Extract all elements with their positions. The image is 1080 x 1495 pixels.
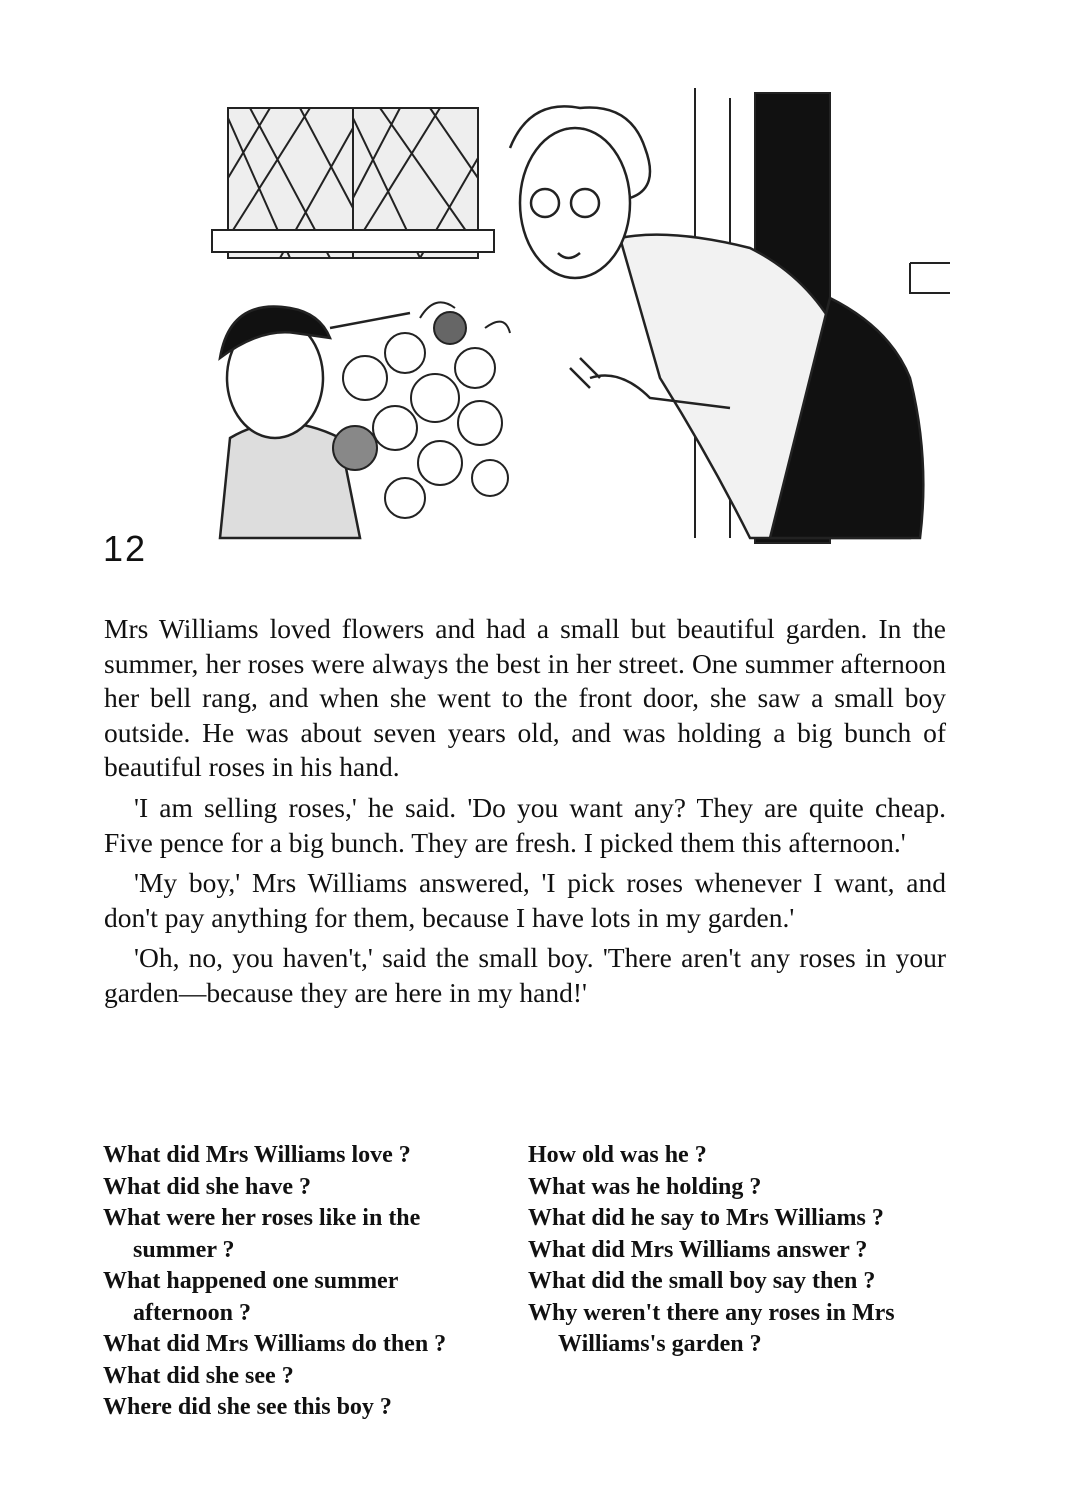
question-item: What did she see ? <box>103 1362 294 1389</box>
question-item: How old was he ? <box>528 1142 707 1168</box>
question-item: What did the small boy say then ? <box>528 1268 876 1294</box>
question-item: What did Mrs Williams do then ? <box>103 1331 447 1357</box>
questions-left-column <box>103 1140 503 1424</box>
question-item: What were her roses like in the summer ? <box>103 1205 421 1263</box>
question-item: Where did she see this boy ? <box>103 1394 392 1420</box>
story-text <box>104 612 946 1017</box>
illustration-boy-selling-roses <box>190 78 970 548</box>
question-item: What did she have ? <box>103 1173 312 1200</box>
window-drawing <box>212 108 494 258</box>
story-paragraph-2: 'I am selling roses,' he said. 'Do you want any? They are quite cheap. Five pence for a big bunch. They are fresh. I picked them this afternoon.' <box>104 791 946 858</box>
woman-drawing <box>510 106 923 538</box>
roses-bunch-drawing <box>333 302 510 518</box>
chapter-number: 12 <box>103 528 148 569</box>
story-paragraph-3: 'My boy,' Mrs Williams answered, 'I pick roses whenever I want, and don't pay anything for them, because I have lots in my garden.' <box>104 867 946 933</box>
question-item: What did Mrs Williams answer ? <box>528 1236 868 1263</box>
question-item: What did Mrs Williams love ? <box>103 1142 411 1168</box>
questions-right-column <box>528 1140 948 1361</box>
story-paragraph-4: 'Oh, no, you haven't,' said the small boy. 'There aren't any roses in your garden—because they are here in my hand!' <box>104 942 946 1008</box>
question-item: What happened one summer afternoon ? <box>103 1268 398 1326</box>
question-item: Why weren't there any roses in Mrs Williams's garden ? <box>528 1299 895 1357</box>
question-item: What did he say to Mrs Williams ? <box>528 1205 884 1231</box>
story-paragraph-1: Mrs Williams loved flowers and had a small but beautiful garden. In the summer, her roses were always the best in her street. One summer afternoon her bell rang, and when she went to the front door, she saw a small boy outside. He was about seven years old, and was holding a big bunch of beautiful roses in his hand. <box>104 613 946 783</box>
question-item: What was he holding ? <box>528 1173 762 1200</box>
